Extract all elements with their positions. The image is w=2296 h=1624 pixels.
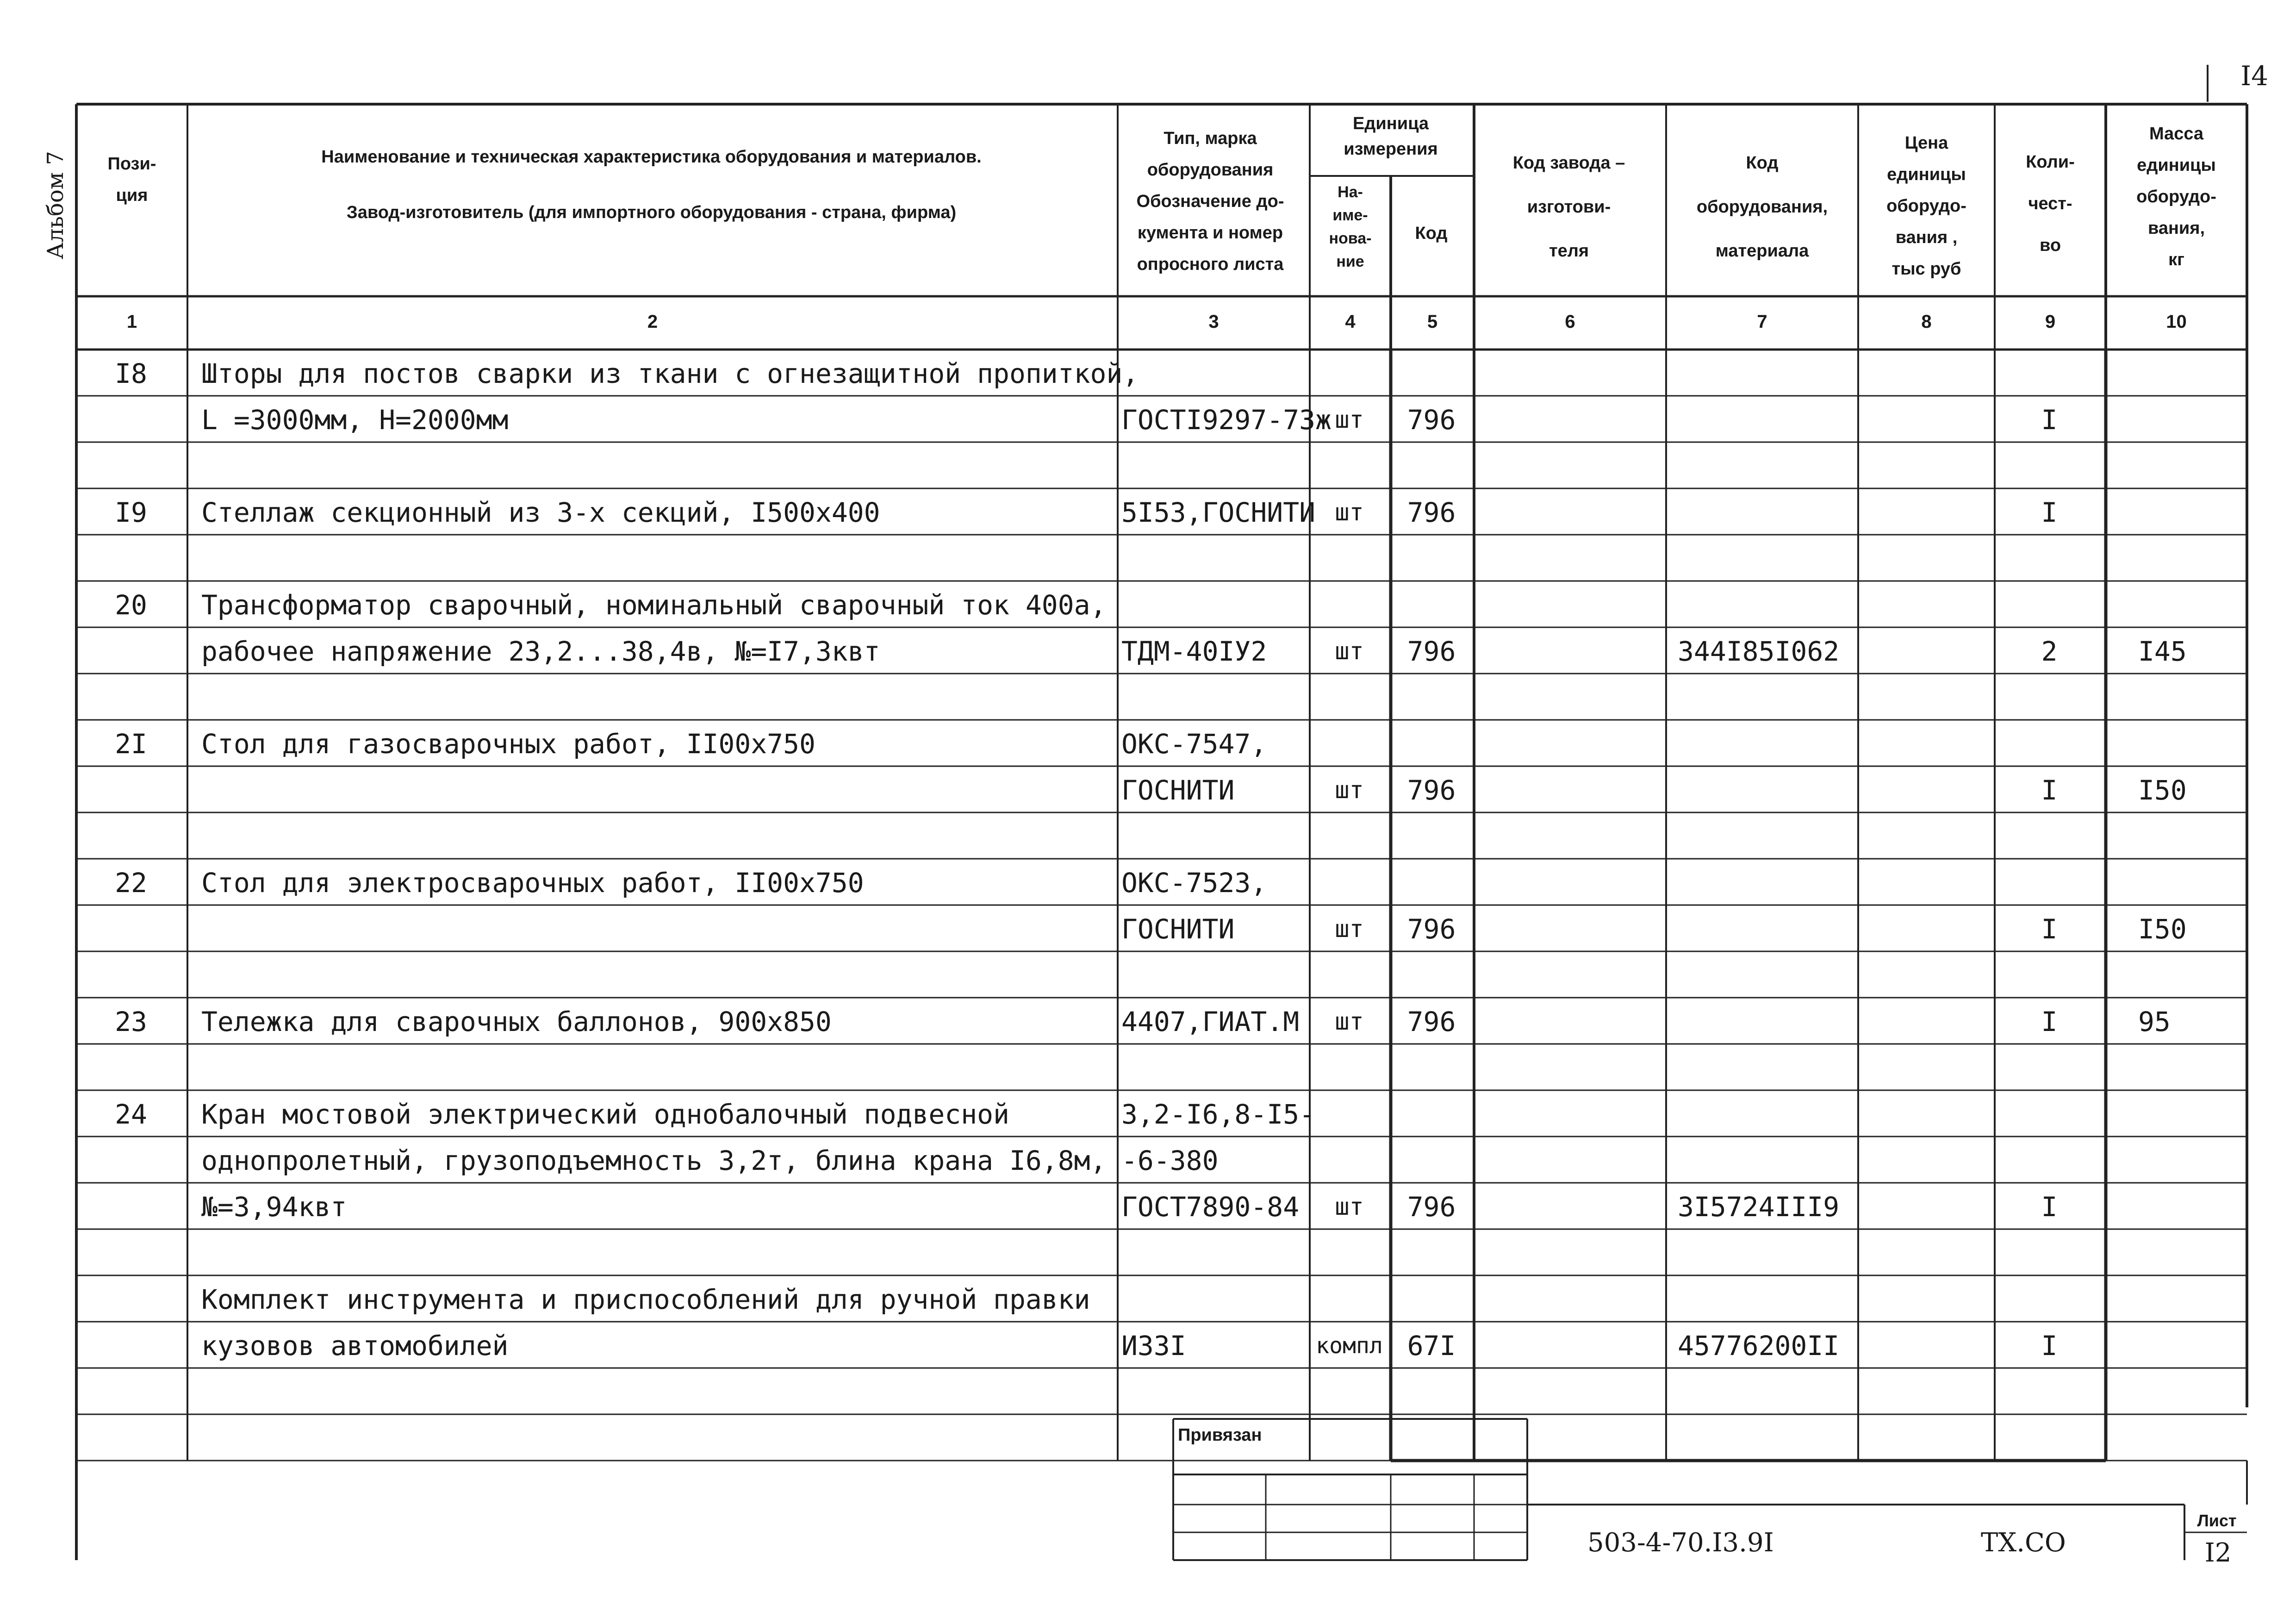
cell-position [76, 679, 186, 719]
cell-maker-code [1474, 1281, 1664, 1321]
cell-position [76, 1235, 186, 1274]
cell-type [1121, 1374, 1308, 1413]
column-number: 9 [2045, 312, 2056, 332]
cell-mass [2138, 818, 2245, 858]
column-number: 6 [1565, 312, 1575, 332]
cell-quantity [1995, 448, 2104, 487]
cell-unit-code [1391, 1281, 1472, 1321]
cell-equipment-code [1678, 1096, 1856, 1136]
cell-equipment-code [1678, 1281, 1856, 1321]
cell-name [201, 911, 1116, 950]
header-maker-code: Код завода – изготови- теля [1512, 153, 1625, 261]
cell-mass [2138, 401, 2245, 441]
stamp-privyazan: Привязан [1178, 1425, 1262, 1445]
cell-equipment-code: 3I5724III9 [1678, 1191, 1840, 1223]
cell-unit-code [1391, 1049, 1472, 1089]
cell-unit-name [1310, 725, 1389, 765]
column-number: 10 [2166, 312, 2187, 332]
cell-price [1858, 1374, 1993, 1413]
cell-name: Комплект инструмента и приспособлений для ручной правки [201, 1284, 1090, 1315]
cell-unit-name: компл [1316, 1333, 1383, 1359]
cell-equipment-code [1678, 494, 1856, 534]
cell-mass [2138, 1374, 2245, 1413]
cell-quantity: I [2041, 404, 2058, 436]
cell-name: Стол для электросварочных работ, II00х750 [201, 867, 864, 899]
cell-mass [2138, 355, 2245, 395]
cell-unit-code: 796 [1407, 913, 1456, 945]
cell-unit-name [1310, 1420, 1389, 1460]
cell-unit-name [1310, 864, 1389, 904]
cell-quantity [1995, 864, 2104, 904]
cell-unit-name [1310, 1096, 1389, 1136]
cell-type: 4407,ГИАТ.М [1121, 1006, 1300, 1037]
cell-mass [2138, 1420, 2245, 1460]
cell-price [1858, 1003, 1993, 1043]
cell-price [1858, 587, 1993, 626]
cell-mass [2138, 494, 2245, 534]
cell-type: ОКС-7523, [1121, 867, 1267, 899]
cell-quantity: I [2041, 497, 2058, 528]
cell-maker-code [1474, 494, 1664, 534]
cell-type [1121, 355, 1308, 395]
cell-maker-code [1474, 401, 1664, 441]
cell-price [1858, 1096, 1993, 1136]
cell-position [76, 911, 186, 950]
cell-unit-name: шт [1335, 637, 1364, 665]
column-number: 8 [1921, 312, 1932, 332]
cell-position [76, 1374, 186, 1413]
cell-name: рабочее напряжение 23,2...38,4в, №=I7,3квт [201, 636, 880, 667]
cell-mass [2138, 1327, 2245, 1367]
cell-mass: I50 [2138, 913, 2187, 945]
cell-price [1858, 540, 1993, 580]
cell-quantity [1995, 1049, 2104, 1089]
cell-equipment-code [1678, 1142, 1856, 1182]
cell-type [1121, 1235, 1308, 1274]
cell-equipment-code [1678, 587, 1856, 626]
cell-price [1858, 1142, 1993, 1182]
cell-unit-name [1310, 355, 1389, 395]
cell-equipment-code [1678, 772, 1856, 812]
cell-maker-code [1474, 1142, 1664, 1182]
cell-unit-code [1391, 725, 1472, 765]
cell-type: ТДМ-40IУ2 [1121, 636, 1267, 667]
cell-unit-code [1391, 864, 1472, 904]
cell-type: ГОСТ7890-84 [1121, 1191, 1300, 1223]
cell-price [1858, 725, 1993, 765]
cell-position: 2I [115, 728, 147, 760]
cell-equipment-code [1678, 1420, 1856, 1460]
cell-type [1121, 1281, 1308, 1321]
cell-mass [2138, 540, 2245, 580]
cell-maker-code [1474, 1420, 1664, 1460]
cell-price [1858, 818, 1993, 858]
cell-unit-code [1391, 1374, 1472, 1413]
cell-unit-name [1310, 587, 1389, 626]
header-unit-name: На- име- нова- ние [1329, 183, 1372, 270]
header-equipment-code: Код оборудования, материала [1696, 153, 1828, 261]
cell-price [1858, 1420, 1993, 1460]
header-name-line1: Наименование и техническая характеристика оборудования и материалов. [321, 147, 982, 167]
cell-mass: I45 [2138, 636, 2187, 667]
header-position: Пози- ция [107, 154, 156, 205]
cell-position: 22 [115, 867, 147, 899]
cell-position [76, 818, 186, 858]
cell-price [1858, 633, 1993, 673]
cell-position: I8 [115, 358, 147, 389]
cell-equipment-code [1678, 540, 1856, 580]
cell-maker-code [1474, 864, 1664, 904]
column-number: 2 [647, 312, 658, 332]
cell-mass [2138, 1235, 2245, 1274]
cell-quantity [1995, 818, 2104, 858]
cell-maker-code [1474, 540, 1664, 580]
column-number: 3 [1208, 312, 1219, 332]
header-quantity: Коли- чест- во [2026, 152, 2075, 255]
cell-equipment-code [1678, 401, 1856, 441]
cell-quantity: 2 [2041, 636, 2058, 667]
cell-type [1121, 448, 1308, 487]
header-unit-group: Единица измерения [1344, 114, 1438, 159]
cell-unit-name [1310, 679, 1389, 719]
cell-quantity [1995, 1235, 2104, 1274]
cell-type: ГОСНИТИ [1121, 775, 1235, 806]
cell-unit-code [1391, 448, 1472, 487]
cell-price [1858, 957, 1993, 997]
cell-unit-name [1310, 818, 1389, 858]
cell-quantity [1995, 587, 2104, 626]
cell-unit-code: 796 [1407, 1191, 1456, 1223]
header-price: Цена единицы оборудо- вания , тыс руб [1886, 133, 1966, 279]
cell-name: Стол для газосварочных работ, II00х750 [201, 728, 815, 760]
cell-name: L =3000мм, Н=2000мм [201, 404, 509, 436]
column-number: 1 [126, 312, 137, 332]
cell-maker-code [1474, 772, 1664, 812]
cell-position: 20 [115, 589, 147, 621]
cell-name: Стеллаж секционный из 3-х секций, I500х400 [201, 497, 880, 528]
cell-type: 5I53,ГОСНИТИ [1121, 497, 1316, 528]
cell-unit-name [1310, 1049, 1389, 1089]
cell-equipment-code [1678, 1235, 1856, 1274]
cell-unit-name: шт [1335, 915, 1364, 943]
cell-name: Трансформатор сварочный, номинальный сварочный ток 400а, [201, 589, 1107, 621]
cell-unit-code: 796 [1407, 497, 1456, 528]
cell-unit-name: шт [1335, 1193, 1364, 1221]
cell-unit-code [1391, 818, 1472, 858]
cell-price [1858, 911, 1993, 950]
cell-equipment-code [1678, 448, 1856, 487]
cell-price [1858, 679, 1993, 719]
header-mass: Масса единицы оборудо- вания, кг [2136, 124, 2216, 269]
cell-maker-code [1474, 1049, 1664, 1089]
cell-unit-name [1310, 1142, 1389, 1182]
cell-type: 3,2-I6,8-I5- [1121, 1099, 1316, 1130]
cell-maker-code [1474, 1374, 1664, 1413]
cell-type [1121, 1049, 1308, 1089]
cell-mass [2138, 448, 2245, 487]
cell-unit-code [1391, 1235, 1472, 1274]
cell-mass [2138, 1142, 2245, 1182]
cell-position [76, 540, 186, 580]
cell-price [1858, 1188, 1993, 1228]
cell-name [201, 1235, 1116, 1274]
cell-unit-code [1391, 540, 1472, 580]
cell-unit-name [1310, 1374, 1389, 1413]
cell-quantity [1995, 1281, 2104, 1321]
cell-equipment-code [1678, 1049, 1856, 1089]
cell-equipment-code [1678, 725, 1856, 765]
cell-name: кузовов автомобилей [201, 1330, 509, 1362]
cell-equipment-code [1678, 355, 1856, 395]
cell-equipment-code [1678, 818, 1856, 858]
header-unit-code: Код [1415, 224, 1448, 243]
cell-maker-code [1474, 679, 1664, 719]
cell-price [1858, 1235, 1993, 1274]
cell-mass [2138, 587, 2245, 626]
cell-mass [2138, 1049, 2245, 1089]
cell-price [1858, 772, 1993, 812]
header-name-line2: Завод-изготовитель (для импортного оборудования - страна, фирма) [346, 203, 957, 222]
cell-name: Шторы для постов сварки из ткани с огнезащитной пропиткой, [201, 358, 1139, 389]
cell-price [1858, 1327, 1993, 1367]
cell-name: однопролетный, грузоподъемность 3,2т, блина крана I6,8м, [201, 1145, 1107, 1176]
cell-unit-name: шт [1335, 1008, 1364, 1036]
cell-quantity [1995, 679, 2104, 719]
cell-quantity: I [2041, 775, 2058, 806]
cell-name [201, 448, 1116, 487]
cell-maker-code [1474, 355, 1664, 395]
cell-position [76, 772, 186, 812]
cell-unit-name [1310, 957, 1389, 997]
column-number: 7 [1757, 312, 1767, 332]
cell-quantity: I [2041, 1191, 2058, 1223]
cell-name: Тележка для сварочных баллонов, 900х850 [201, 1006, 832, 1037]
cell-maker-code [1474, 1096, 1664, 1136]
cell-mass [2138, 1281, 2245, 1321]
cell-unit-name [1310, 1235, 1389, 1274]
cell-name [201, 1374, 1116, 1413]
cell-position: 24 [115, 1099, 147, 1130]
cell-maker-code [1474, 957, 1664, 997]
cell-price [1858, 494, 1993, 534]
cell-unit-name: шт [1335, 499, 1364, 526]
cell-position [76, 1327, 186, 1367]
cell-unit-name: шт [1335, 406, 1364, 434]
cell-unit-code: 796 [1407, 404, 1456, 436]
cell-unit-code [1391, 355, 1472, 395]
cell-maker-code [1474, 1235, 1664, 1274]
cell-unit-code [1391, 1096, 1472, 1136]
cell-type: ГОСТI9297-73ж [1121, 404, 1332, 436]
cell-unit-code: 796 [1407, 775, 1456, 806]
cell-quantity [1995, 1142, 2104, 1182]
cell-position [76, 1281, 186, 1321]
cell-name [201, 1420, 1116, 1460]
cell-unit-name [1310, 1281, 1389, 1321]
cell-equipment-code [1678, 1374, 1856, 1413]
header-type: Тип, марка оборудования Обозначение до- кумента и номер опросного листа [1136, 129, 1284, 274]
cell-price [1858, 401, 1993, 441]
cell-unit-code [1391, 957, 1472, 997]
cell-quantity: I [2041, 1330, 2058, 1362]
cell-unit-code [1391, 679, 1472, 719]
cell-equipment-code [1678, 679, 1856, 719]
cell-equipment-code [1678, 911, 1856, 950]
cell-type [1121, 540, 1308, 580]
cell-mass: I50 [2138, 775, 2187, 806]
cell-name [201, 957, 1116, 997]
cell-unit-name: шт [1335, 776, 1364, 804]
cell-unit-code: 796 [1407, 636, 1456, 667]
cell-quantity: I [2041, 1006, 2058, 1037]
cell-maker-code [1474, 587, 1664, 626]
cell-position [76, 957, 186, 997]
cell-price [1858, 1049, 1993, 1089]
cell-position [76, 1188, 186, 1228]
cell-maker-code [1474, 818, 1664, 858]
stamp-sheet-label: Лист [2197, 1511, 2237, 1530]
cell-price [1858, 355, 1993, 395]
cell-mass [2138, 864, 2245, 904]
cell-mass: 95 [2138, 1006, 2171, 1037]
cell-maker-code [1474, 1188, 1664, 1228]
cell-maker-code [1474, 448, 1664, 487]
stamp-sheet-number: I2 [2204, 1538, 2232, 1568]
cell-quantity [1995, 957, 2104, 997]
cell-type: -6-380 [1121, 1145, 1219, 1176]
cell-price [1858, 448, 1993, 487]
cell-name [201, 772, 1116, 812]
cell-equipment-code: 45776200II [1678, 1330, 1840, 1362]
cell-type [1121, 587, 1308, 626]
cell-type [1121, 818, 1308, 858]
cell-type: ГОСНИТИ [1121, 913, 1235, 945]
cell-quantity [1995, 540, 2104, 580]
cell-position [76, 1142, 186, 1182]
cell-unit-code [1391, 587, 1472, 626]
cell-quantity [1995, 355, 2104, 395]
column-number: 4 [1345, 312, 1356, 332]
cell-mass [2138, 725, 2245, 765]
cell-position: 23 [115, 1006, 147, 1037]
cell-unit-name [1310, 448, 1389, 487]
cell-quantity [1995, 1096, 2104, 1136]
cell-position: I9 [115, 497, 147, 528]
album-label: Альбом 7 [43, 151, 68, 259]
cell-maker-code [1474, 725, 1664, 765]
stamp-document-code: 503-4-70.I3.9I [1587, 1528, 1774, 1558]
cell-name: Кран мостовой электрический однобалочный подвесной [201, 1099, 1009, 1130]
cell-equipment-code [1678, 864, 1856, 904]
cell-maker-code [1474, 911, 1664, 950]
cell-maker-code [1474, 1003, 1664, 1043]
cell-mass [2138, 957, 2245, 997]
cell-position [76, 401, 186, 441]
cell-equipment-code: 344I85I062 [1678, 636, 1840, 667]
cell-unit-code: 796 [1407, 1006, 1456, 1037]
cell-position [76, 448, 186, 487]
cell-position [76, 1049, 186, 1089]
cell-type: ОКС-7547, [1121, 728, 1267, 760]
cell-price [1858, 1281, 1993, 1321]
column-number: 5 [1427, 312, 1438, 332]
cell-quantity: I [2041, 913, 2058, 945]
cell-type [1121, 679, 1308, 719]
cell-quantity [1995, 725, 2104, 765]
cell-price [1858, 864, 1993, 904]
cell-name [201, 540, 1116, 580]
cell-mass [2138, 1096, 2245, 1136]
cell-type: И33I [1121, 1330, 1186, 1362]
cell-mass [2138, 679, 2245, 719]
stamp-document-section: ТХ.СО [1981, 1528, 2066, 1558]
cell-type [1121, 957, 1308, 997]
cell-maker-code [1474, 633, 1664, 673]
cell-mass [2138, 1188, 2245, 1228]
cell-name [201, 818, 1116, 858]
cell-maker-code [1474, 1327, 1664, 1367]
cell-equipment-code [1678, 957, 1856, 997]
page-number: I4 [2240, 60, 2268, 92]
cell-position [76, 1420, 186, 1460]
cell-quantity [1995, 1420, 2104, 1460]
cell-name [201, 679, 1116, 719]
cell-unit-name [1310, 540, 1389, 580]
cell-unit-code [1391, 1142, 1472, 1182]
cell-name [201, 1049, 1116, 1089]
cell-unit-code [1391, 1420, 1472, 1460]
cell-equipment-code [1678, 1003, 1856, 1043]
cell-quantity [1995, 1374, 2104, 1413]
cell-position [76, 633, 186, 673]
cell-unit-code: 67I [1407, 1330, 1456, 1362]
cell-name: №=3,94квт [201, 1191, 347, 1223]
